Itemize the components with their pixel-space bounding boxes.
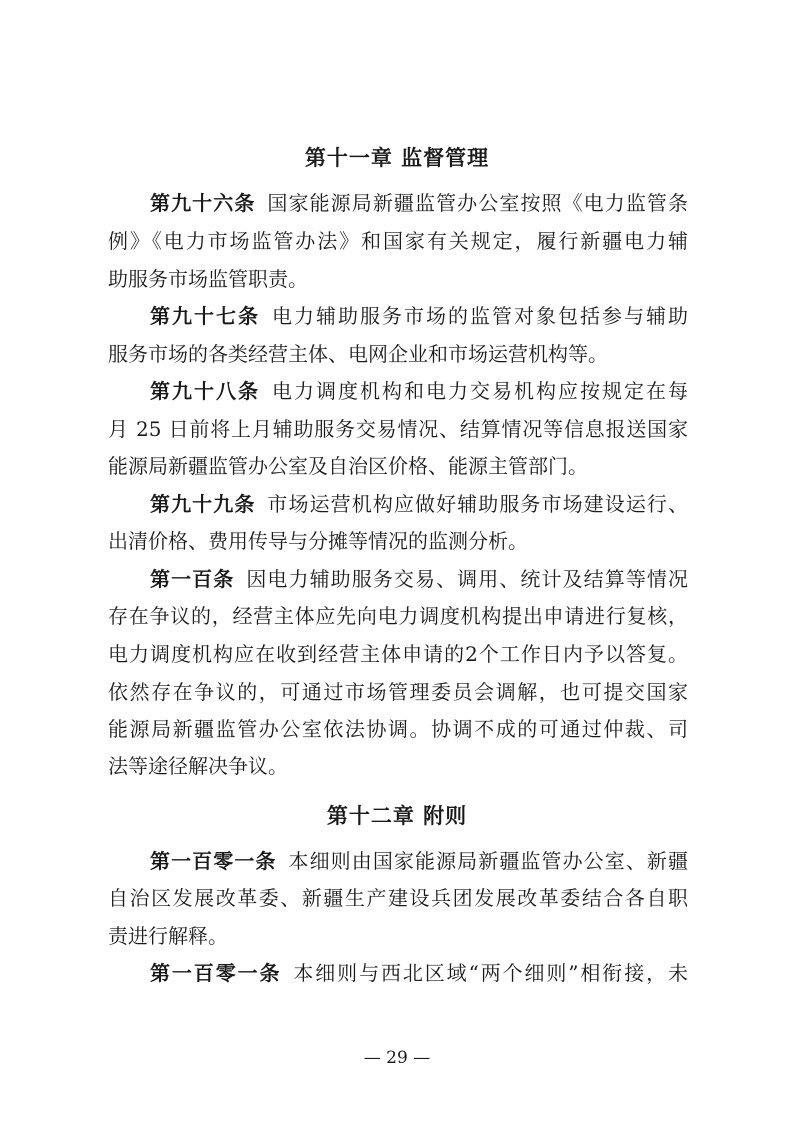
article-100-line-2: 存在争议的，经营主体应先向电力调度机构提出申请进行复核， [108, 604, 688, 628]
article-98-line-2: 月 25 日前将上月辅助服务交易情况、结算情况等信息报送国家 [108, 417, 688, 441]
article-96-line-2: 例》《电力市场监管办法》和国家有关规定，履行新疆电力辅 [108, 229, 688, 253]
article-101-second-number: 第一百零一条 [150, 961, 282, 985]
article-101-line-2: 自治区发展改革委、新疆生产建设兵团发展改革委结合各自职 [108, 886, 688, 910]
chapter-11-title: 第十一章 监督管理 [304, 145, 490, 170]
article-99-text-1: 市场运营机构应做好辅助服务市场建设运行、 [267, 492, 689, 516]
article-97-text-1: 电力辅助服务市场的监管对象包括参与辅助 [272, 304, 688, 328]
article-101-second-line-1 [150, 959, 688, 987]
article-98-line-1 [150, 377, 688, 405]
article-98-number: 第九十八条 [150, 379, 260, 403]
article-96-text-1: 国家能源局新疆监管办公室按照《电力监管条 [267, 191, 689, 215]
article-99-line-1 [150, 490, 688, 518]
article-100-line-4: 依然存在争议的，可通过市场管理委员会调解，也可提交国家 [108, 680, 688, 704]
article-100-line-3: 电力调度机构应在收到经营主体申请的2个工作日内予以答复。 [108, 642, 688, 666]
article-101-second-text-1: 本细则与西北区域“两个细则”相衔接，未 [293, 961, 688, 985]
article-100-line-1 [150, 565, 688, 593]
article-96-line-3: 助服务市场监管职责。 [108, 267, 308, 291]
article-100-line-6: 法等途径解决争议。 [108, 754, 288, 778]
chapter-12-title: 第十二章 附则 [326, 803, 468, 828]
article-96-number: 第九十六条 [150, 191, 256, 215]
article-101-line-3: 责进行解释。 [108, 924, 228, 948]
article-97-line-2: 服务市场的各类经营主体、电网企业和市场运营机构等。 [108, 342, 608, 366]
article-97-line-1 [150, 302, 688, 330]
article-101-line-1 [150, 847, 688, 875]
article-98-text-1: 电力调度机构和电力交易机构应按规定在每 [272, 379, 688, 403]
article-97-number: 第九十七条 [150, 304, 260, 328]
article-99-number: 第九十九条 [150, 492, 256, 516]
article-96-line-1 [150, 189, 688, 217]
article-98-line-3: 能源局新疆监管办公室及自治区价格、能源主管部门。 [108, 454, 588, 478]
article-101-text-1: 本细则由国家能源局新疆监管办公室、新疆 [288, 849, 688, 873]
article-99-line-2: 出清价格、费用传导与分摊等情况的监测分析。 [108, 529, 528, 553]
article-101-number: 第一百零一条 [150, 849, 277, 873]
article-100-line-5: 能源局新疆监管办公室依法协调。协调不成的可通过仲裁、司 [108, 717, 688, 741]
article-100-text-1: 因电力辅助服务交易、调用、统计及结算等情况 [246, 567, 689, 591]
page-number: — 29 — [363, 1048, 431, 1068]
article-100-number: 第一百条 [150, 567, 235, 591]
